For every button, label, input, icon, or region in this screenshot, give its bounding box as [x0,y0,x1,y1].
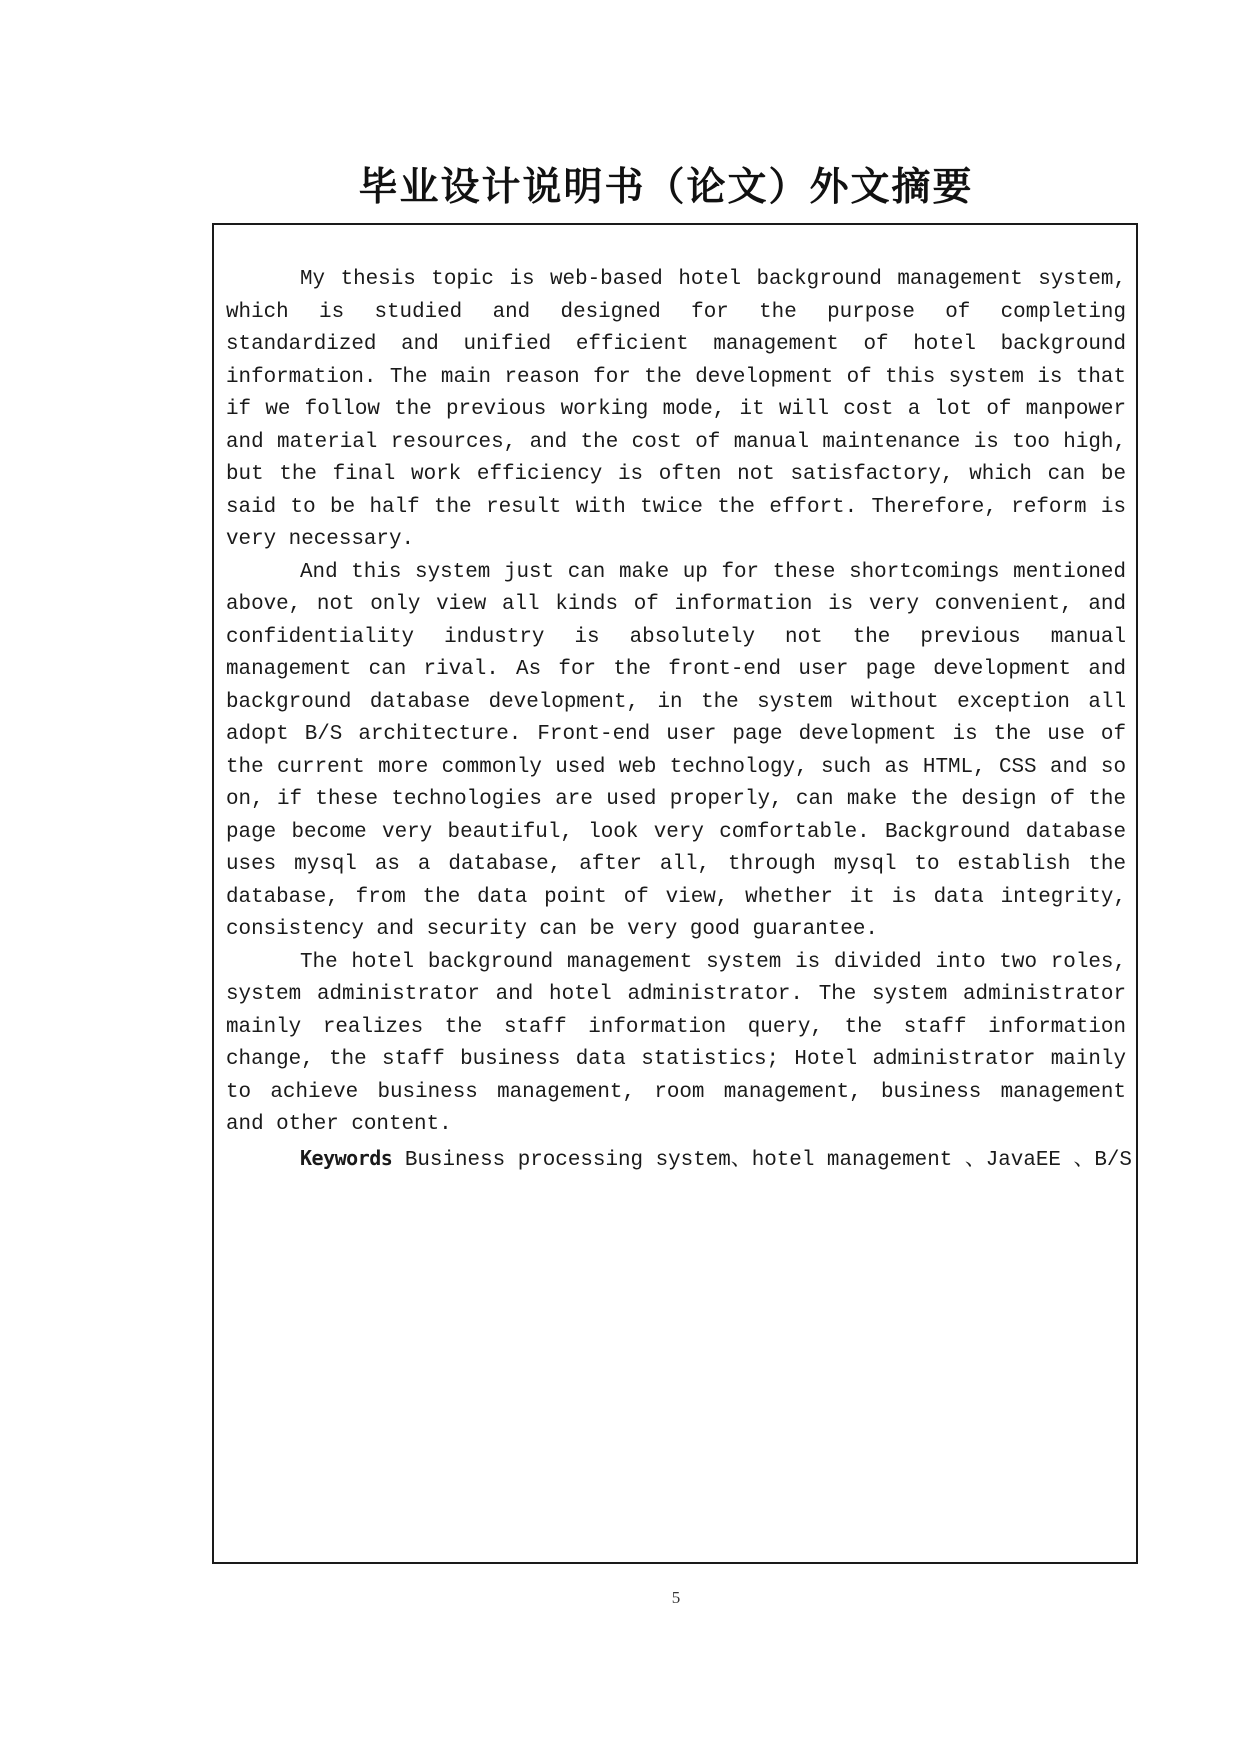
keywords-label: Keywords [300,1145,393,1170]
abstract-paragraph-1: My thesis topic is web-based hotel background management system, which is studied and designed for the purpose of completing standardized and unified efficient management of hotel background information. The main reason for the development of this system is that if we follow the previous working mode, it will cost a lot of manpower and material resources, and the cost of manual maintenance is too high, but the final work efficiency is often not satisfactory, which can be said to be half the result with twice the effort. Therefore, reform is very necessary. [226,268,1126,551]
keywords-line [226,1142,1132,1178]
keywords-text: Business processing system、hotel management 、JavaEE 、B/S [392,1148,1132,1172]
page-title: 毕业设计说明书（论文）外文摘要 [358,165,974,210]
abstract-body [226,264,1132,1177]
page-number: 5 [671,1588,681,1607]
abstract-paragraph-3: The hotel background management system is divided into two roles, system administrator and hotel administrator. The system administrator mainly realizes the staff information query, the staff information change, the staff business data statistics; Hotel administrator mainly to achieve business management, room management, business management and other content. [226,950,1126,1136]
abstract-paragraph-2: And this system just can make up for these shortcomings mentioned above, not only view all kinds of information is very convenient, and confidentiality industry is absolutely not the previous manual management can rival. As for the front-end user page development and background database development, in the system without exception all adopt B/S architecture. Front-end user page development is the use of the current more commonly used web technology, such as HTML, CSS and so on, if these technologies are used properly, can make the design of the page become very beautiful, look very comfortable. Background database uses mysql as a database, after all, through mysql to establish the database, from the data point of view, whether it is data integrity, consistency and security can be very good guarantee. [226,560,1126,941]
